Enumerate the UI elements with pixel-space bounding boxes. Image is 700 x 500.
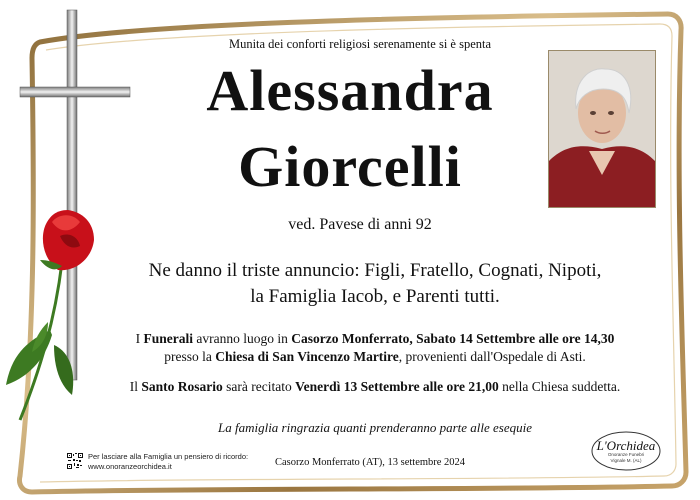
funeral-text: presso la: [164, 349, 216, 364]
deceased-last-name: Giorcelli: [238, 134, 462, 199]
rosary-time: Venerdì 13 Settembre alle ore 21,00: [295, 379, 499, 394]
funeral-details: [80, 330, 670, 366]
funeral-text: I: [135, 331, 144, 346]
announcement-line-1: Ne danno il triste annuncio: Figli, Fratello, Cognati, Nipoti,: [148, 260, 602, 281]
funeral-line-2: [80, 348, 670, 366]
logo-subtitle-line-1: Onoranze Funebri: [607, 452, 645, 457]
announcement-line-2: la Famiglia Iacob, e Parenti tutti.: [250, 286, 500, 307]
logo-title: L'Orchidea: [596, 438, 656, 453]
deceased-first-name: Alessandra: [206, 58, 494, 123]
rosary-text: sarà recitato: [222, 379, 296, 394]
portrait-photo: [548, 50, 656, 208]
rosary-text: Il: [129, 379, 142, 394]
funeral-label: Funerali: [143, 331, 194, 346]
thanks-text: La famiglia ringrazia quanti prenderanno parte alle esequie: [217, 420, 533, 435]
funeral-text: , provenienti dall'Ospedale di Asti.: [398, 349, 586, 364]
qr-caption-line-1: Per lasciare alla Famiglia un pensiero di ricordo:: [88, 452, 249, 461]
announcement: [80, 258, 670, 310]
rosary-details: [80, 379, 670, 395]
funeral-text: avranno luogo in: [193, 331, 292, 346]
funeral-church: Chiesa di San Vincenzo Martire: [215, 349, 399, 364]
funeral-place-time: Casorzo Monferrato, Sabato 14 Settembre alle ore 14,30: [291, 331, 615, 346]
qr-code-icon: [67, 453, 83, 469]
website-link[interactable]: www.onoranzeorchidea.it: [88, 462, 172, 471]
rosary-text: nella Chiesa suddetta.: [498, 379, 621, 394]
funeral-line-1: [80, 330, 670, 348]
place-date: Casorzo Monferrato (AT), 13 settembre 2024: [274, 457, 466, 468]
widow-age-subtitle: ved. Pavese di anni 92: [288, 216, 432, 233]
intro-text: Munita dei conforti religiosi serenamente si è spenta: [228, 37, 492, 51]
logo-subtitle-line-2: Vignale M. (AL): [610, 457, 642, 463]
rosary-label: Santo Rosario: [141, 379, 223, 394]
logo-subtitle: [590, 452, 662, 463]
